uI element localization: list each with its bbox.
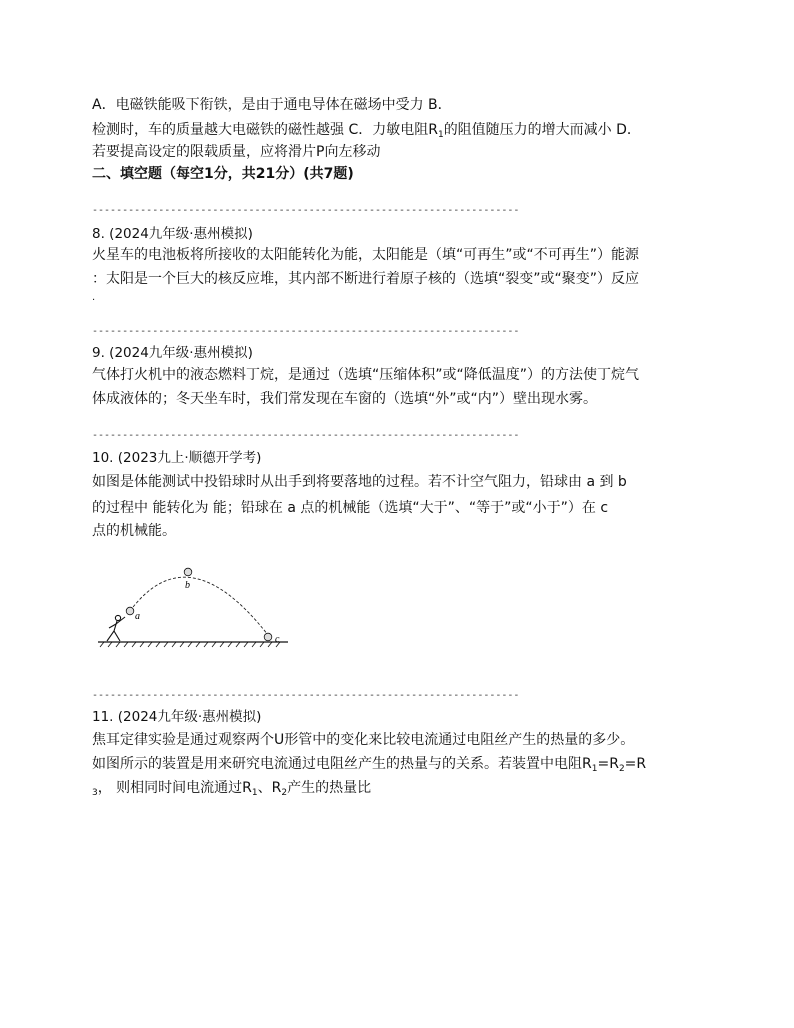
text: =R <box>597 756 619 772</box>
ball-c <box>264 633 272 641</box>
text: 如图所示的装置是用来研究电流通过电阻丝产生的热量与的关系。若装置中电阻R <box>92 756 592 772</box>
thrower-figure <box>107 615 125 641</box>
subscript: 1 <box>251 788 258 798</box>
question-8-text: ：太阳是一个巨大的核反应堆，其内部不断进行着原子核的（选填“裂变”或“聚变”）反应 <box>92 271 640 287</box>
ground-hatch <box>100 642 280 647</box>
section-title: 二、填空题（每空1分，共21分）(共7题) <box>92 166 354 182</box>
text: 检测时，车的质量越大电磁铁的磁性越强 C．力敏电阻R <box>92 122 438 138</box>
label-b: b <box>185 580 190 591</box>
option-line-b-c-d <box>92 121 641 144</box>
question-8-text: . <box>92 292 96 303</box>
separator: ----------------------------------------------------------------------- <box>92 690 520 701</box>
label-c: c <box>275 634 280 645</box>
question-10-source: 10. (2023九上·顺德开学考) <box>92 450 262 466</box>
ball-b <box>184 568 192 576</box>
text: =R <box>624 756 647 772</box>
subscript: 3 <box>92 788 98 798</box>
question-10-text: 如图是体能测试中投铅球时从出手到将要落地的过程。若不计空气阻力，铅球由 a 到 b <box>92 474 627 490</box>
question-10-text: 的过程中 能转化为 能；铅球在 a 点的机械能（选填“大于”、“等于”或“小于”）在 c <box>92 500 609 516</box>
separator: ----------------------------------------------------------------------- <box>92 326 520 337</box>
shot-put-figure <box>92 555 292 645</box>
question-10-text: 点的机械能。 <box>92 523 176 539</box>
option-line-d: 若要提高设定的限载质量，应将滑片P向左移动 <box>92 144 381 160</box>
subscript: 1 <box>437 130 444 140</box>
question-11-text <box>92 755 646 778</box>
question-9-text: 气体打火机中的液态燃料丁烷，是通过（选填“压缩体积”或“降低温度”）的方法使丁烷气 <box>92 367 640 383</box>
question-8-text: 火星车的电池板将所接收的太阳能转化为能，太阳能是（填“可再生”或“不可再生”）能源 <box>92 247 640 263</box>
question-8-source: 8. (2024九年级·惠州模拟) <box>92 226 253 242</box>
separator: ----------------------------------------------------------------------- <box>92 430 520 441</box>
question-9-source: 9. (2024九年级·惠州模拟) <box>92 345 253 361</box>
trajectory-path <box>130 577 268 635</box>
label-a: a <box>135 611 140 622</box>
question-11-source: 11. (2024九年级·惠州模拟) <box>92 709 262 725</box>
text: 产生的热量比 <box>287 780 372 796</box>
separator: ----------------------------------------------------------------------- <box>92 205 520 216</box>
text: 的阻值随压力的增大而减小 D． <box>443 122 641 138</box>
question-9-text: 体成液体的；冬天坐车时，我们常发现在车窗的（选填“外”或“内”）壁出现水雾。 <box>92 391 598 407</box>
subscript: 2 <box>281 788 288 798</box>
subscript: 1 <box>591 764 598 774</box>
question-11-text: 焦耳定律实验是通过观察两个U形管中的变化来比较电流通过电阻丝产生的热量的多少。 <box>92 732 635 748</box>
option-line-a-b: A．电磁铁能吸下衔铁，是由于通电导体在磁场中受力 B． <box>92 97 452 113</box>
subscript: 2 <box>618 764 625 774</box>
text: 、R <box>257 780 282 796</box>
ball-a <box>126 607 134 615</box>
text: ， 则相同时间电流通过R <box>97 780 252 796</box>
question-11-text <box>92 779 371 802</box>
